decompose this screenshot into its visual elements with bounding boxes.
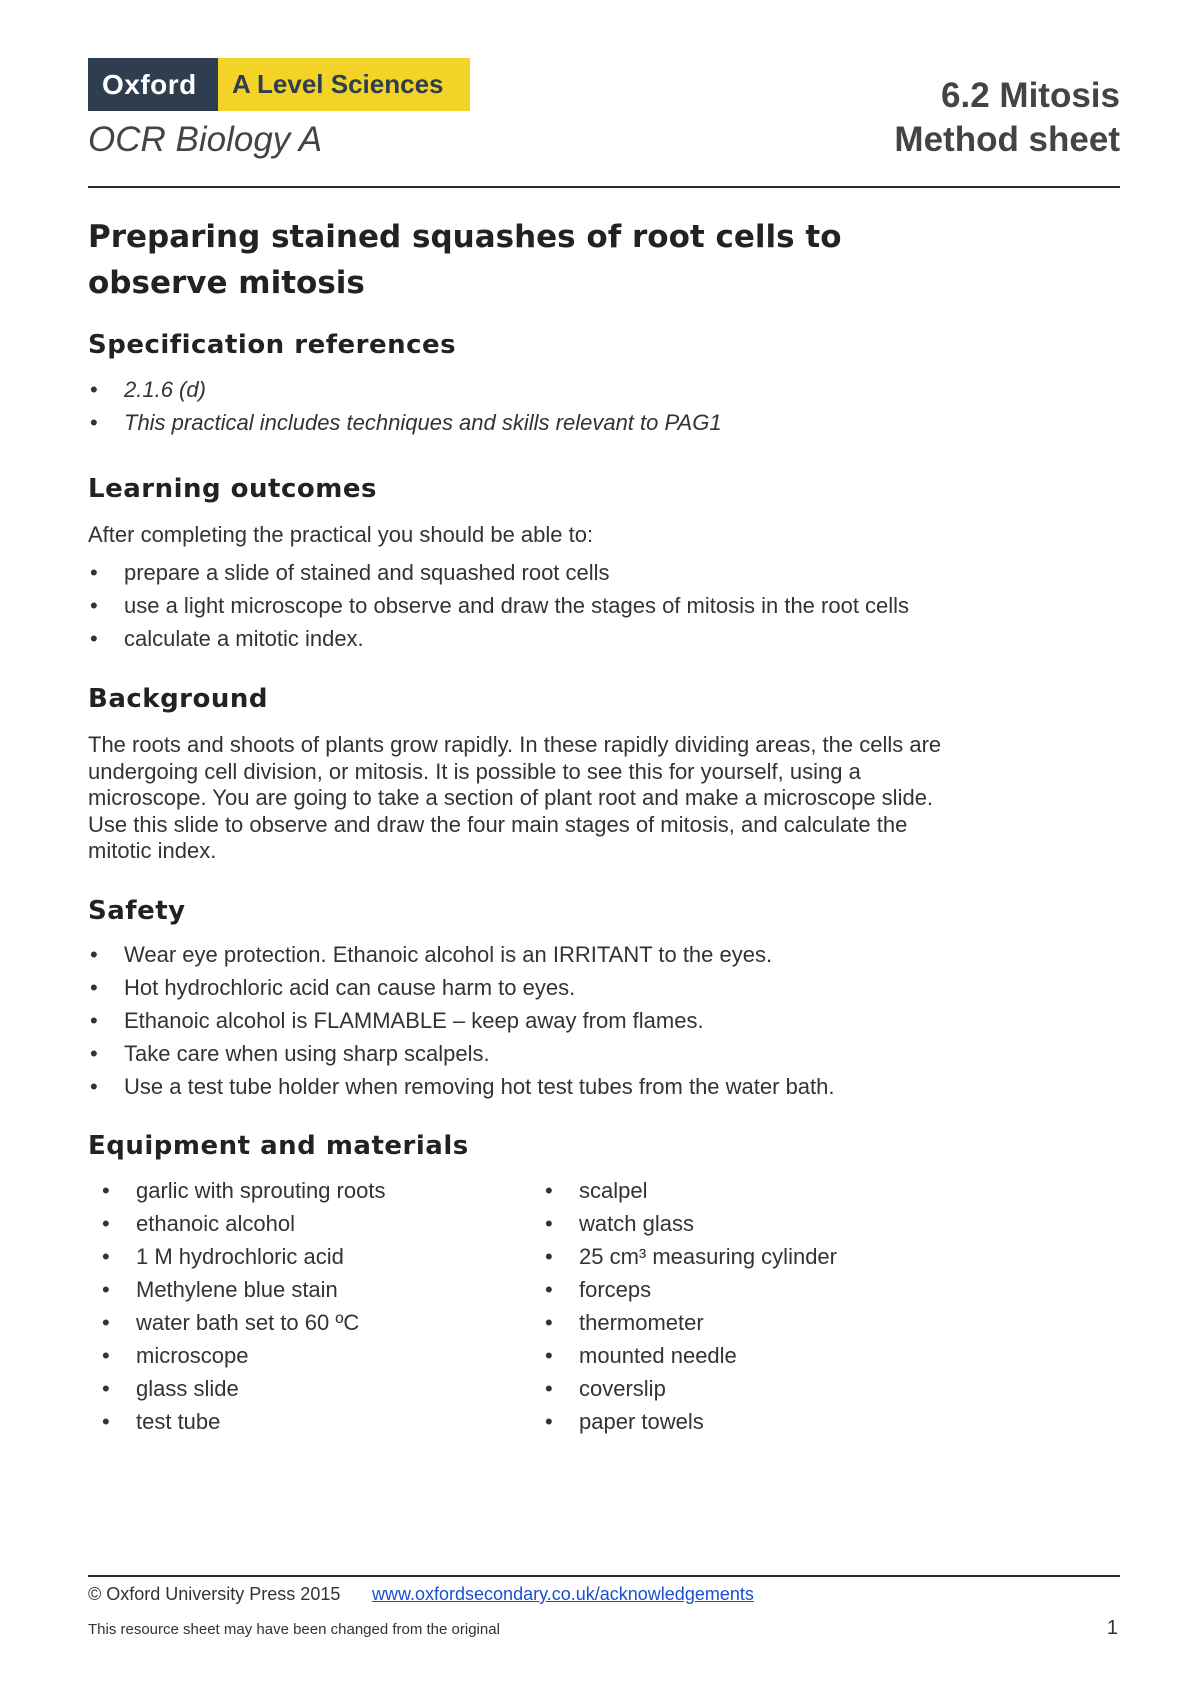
- bullet-icon: •: [90, 1041, 98, 1066]
- subject-title: OCR Biology A: [88, 120, 323, 159]
- list-item: • coverslip: [543, 1372, 837, 1405]
- list-item: • 2.1.6 (d): [88, 373, 722, 406]
- list-item: • Ethanoic alcohol is FLAMMABLE – keep away from flames.: [88, 1004, 835, 1037]
- list-item: • use a light microscope to observe and draw the stages of mitosis in the root cells: [88, 589, 909, 622]
- list-item: • Wear eye protection. Ethanoic alcohol is an IRRITANT to the eyes.: [88, 938, 835, 971]
- list-item: • Use a test tube holder when removing hot test tubes from the water bath.: [88, 1070, 835, 1103]
- background-heading: Background: [88, 684, 268, 714]
- list-item: • thermometer: [543, 1306, 837, 1339]
- bullet-icon: •: [102, 1343, 110, 1368]
- bullet-icon: •: [545, 1244, 553, 1269]
- header-divider: [88, 186, 1120, 188]
- background-text: The roots and shoots of plants grow rapidly. In these rapidly dividing areas, the cells are undergoing cell division, or mitosis. It is possible to see this for yourself, using a microscope. You are going to take a section of plant root and make a microscope slide. Use this slide to observe and draw the four main stages of mitosis, and calculate the mitotic index.: [88, 732, 942, 863]
- copyright-notice: © Oxford University Press 2015: [88, 1584, 341, 1604]
- list-item: • 1 M hydrochloric acid: [100, 1240, 385, 1273]
- list-item: • This practical includes techniques and skills relevant to PAG1: [88, 406, 722, 439]
- learning-outcomes-intro: After completing the practical you should be able to:: [88, 522, 594, 547]
- logo-sciences-block: A Level Sciences: [218, 58, 470, 111]
- bullet-icon: •: [90, 410, 98, 435]
- safety-heading: Safety: [88, 896, 186, 926]
- bullet-icon: •: [545, 1277, 553, 1302]
- list-item: • 25 cm³ measuring cylinder: [543, 1240, 837, 1273]
- learning-outcomes-list: [88, 556, 909, 655]
- bullet-icon: •: [545, 1409, 553, 1434]
- bullet-icon: •: [102, 1277, 110, 1302]
- footer-note: This resource sheet may have been changed from the original: [88, 1621, 500, 1638]
- logo-oxford-block: Oxford: [88, 58, 218, 111]
- list-item: • scalpel: [543, 1174, 837, 1207]
- list-item: • garlic with sprouting roots: [100, 1174, 385, 1207]
- bullet-icon: •: [102, 1409, 110, 1434]
- list-item: • microscope: [100, 1339, 385, 1372]
- bullet-icon: •: [545, 1376, 553, 1401]
- bullet-icon: •: [102, 1211, 110, 1236]
- bullet-icon: •: [90, 942, 98, 967]
- bullet-icon: •: [545, 1211, 553, 1236]
- list-item: • test tube: [100, 1405, 385, 1438]
- learning-outcomes-heading: Learning outcomes: [88, 474, 377, 504]
- list-item: • Hot hydrochloric acid can cause harm to eyes.: [88, 971, 835, 1004]
- bullet-icon: •: [545, 1310, 553, 1335]
- document-title: Preparing stained squashes of root cells to observe mitosis: [88, 219, 842, 301]
- bullet-icon: •: [102, 1310, 110, 1335]
- bullet-icon: •: [90, 560, 98, 585]
- spec-refs-heading: Specification references: [88, 330, 457, 360]
- list-item: • paper towels: [543, 1405, 837, 1438]
- spec-refs-list: [88, 373, 722, 439]
- list-item: • prepare a slide of stained and squashed root cells: [88, 556, 909, 589]
- topic-title: 6.2 Mitosis: [941, 76, 1120, 115]
- bullet-icon: •: [90, 1008, 98, 1033]
- equipment-list-left: [100, 1174, 385, 1438]
- bullet-icon: •: [90, 377, 98, 402]
- bullet-icon: •: [102, 1178, 110, 1203]
- list-item: • mounted needle: [543, 1339, 837, 1372]
- bullet-icon: •: [545, 1178, 553, 1203]
- sheet-type: Method sheet: [894, 120, 1120, 159]
- list-item: • ethanoic alcohol: [100, 1207, 385, 1240]
- bullet-icon: •: [545, 1343, 553, 1368]
- bullet-icon: •: [90, 593, 98, 618]
- list-item: • calculate a mitotic index.: [88, 622, 909, 655]
- list-item: • forceps: [543, 1273, 837, 1306]
- equipment-heading: Equipment and materials: [88, 1131, 469, 1161]
- list-item: • watch glass: [543, 1207, 837, 1240]
- bullet-icon: •: [90, 1074, 98, 1099]
- list-item: • glass slide: [100, 1372, 385, 1405]
- list-item: • Take care when using sharp scalpels.: [88, 1037, 835, 1070]
- list-item: • water bath set to 60 ºC: [100, 1306, 385, 1339]
- acknowledgements-link[interactable]: www.oxfordsecondary.co.uk/acknowledgements: [372, 1584, 754, 1604]
- bullet-icon: •: [90, 975, 98, 1000]
- oxford-a-level-logo: [88, 58, 470, 111]
- safety-list: [88, 938, 835, 1103]
- bullet-icon: •: [90, 626, 98, 651]
- page-number: 1: [1106, 1617, 1118, 1639]
- bullet-icon: •: [102, 1376, 110, 1401]
- equipment-list-right: [543, 1174, 837, 1438]
- list-item: • Methylene blue stain: [100, 1273, 385, 1306]
- bullet-icon: •: [102, 1244, 110, 1269]
- footer-divider: [88, 1575, 1120, 1577]
